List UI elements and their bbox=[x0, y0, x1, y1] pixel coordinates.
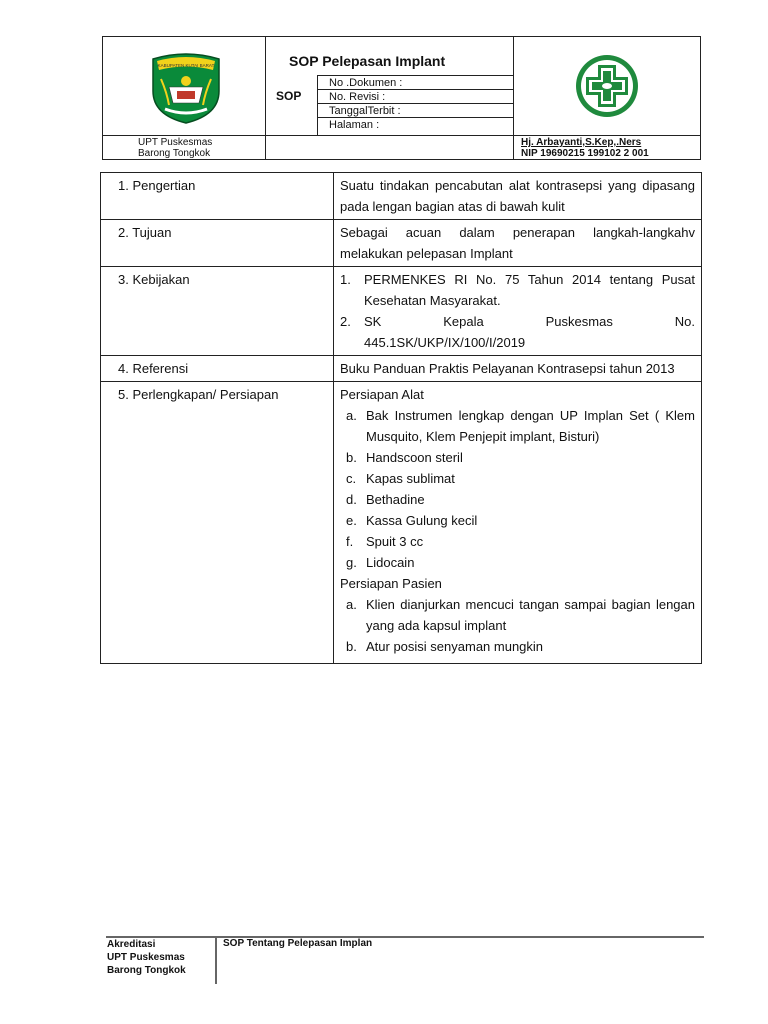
list-item: 2. SK Kepala Puskesmas No. 445.1SK/UKP/IX/100/I/2019 bbox=[340, 314, 695, 350]
list-item bbox=[340, 468, 695, 489]
table-row-referensi bbox=[101, 356, 702, 382]
signature-block bbox=[521, 137, 649, 159]
page-footer bbox=[104, 936, 704, 984]
document-meta bbox=[317, 75, 513, 136]
list-marker: e. bbox=[346, 513, 357, 528]
row-label: 3. Kebijakan bbox=[101, 267, 334, 356]
row-content: Suatu tindakan pencabutan alat kontrasepsi yang dipasang pada lengan bagian atas di bawah kulit bbox=[334, 173, 702, 220]
sop-label: SOP bbox=[276, 89, 302, 103]
row-content bbox=[334, 382, 702, 664]
patient-prep-list bbox=[340, 594, 695, 657]
list-marker: g. bbox=[346, 555, 357, 570]
list-item bbox=[340, 594, 695, 636]
list-marker: f. bbox=[346, 534, 354, 549]
list-item bbox=[340, 531, 695, 552]
row-content: Buku Panduan Praktis Pelayanan Kontrasepsi tahun 2013 bbox=[334, 356, 702, 382]
list-item bbox=[340, 510, 695, 531]
list-marker: a. bbox=[346, 408, 357, 423]
list-item bbox=[340, 405, 695, 447]
list-text: Bak Instrumen lengkap dengan UP Implan Set ( Klem Musquito, Klem Penjepit implant, Bisturi) bbox=[366, 408, 695, 444]
list-text: Bethadine bbox=[366, 492, 425, 507]
list-text: Spuit 3 cc bbox=[366, 534, 424, 549]
sop-content-table bbox=[100, 172, 702, 664]
table-row-kebijakan bbox=[101, 267, 702, 356]
footer-title: SOP Tentang Pelepasan Implan bbox=[223, 938, 373, 949]
sop-header bbox=[102, 36, 701, 160]
list-text: Kapas sublimat bbox=[366, 471, 455, 486]
list-text: Lidocain bbox=[366, 555, 415, 570]
unit-name: UPT Puskesmas Barong Tongkok bbox=[138, 137, 213, 159]
list-item bbox=[340, 489, 695, 510]
section-heading: Persiapan Pasien bbox=[340, 576, 442, 591]
header-divider bbox=[265, 37, 266, 159]
meta-row-issue-date: TanggalTerbit : bbox=[317, 104, 513, 118]
list-item bbox=[340, 552, 695, 573]
signer-nip: NIP 19690215 199102 2 001 bbox=[521, 148, 649, 159]
list-marker: b. bbox=[346, 450, 357, 465]
list-text: Kassa Gulung kecil bbox=[366, 513, 478, 528]
meta-row-page: Halaman : bbox=[329, 119, 380, 131]
puskesmas-logo bbox=[565, 53, 649, 119]
list-text: Atur posisi senyaman mungkin bbox=[366, 639, 544, 654]
list-item: 1. PERMENKES RI No. 75 Tahun 2014 tentang Pusat Kesehatan Masyarakat. bbox=[340, 272, 695, 308]
table-row-pengertian bbox=[101, 173, 702, 220]
meta-row-document-number: No .Dokumen : bbox=[317, 76, 513, 90]
district-logo bbox=[147, 51, 225, 125]
header-divider bbox=[513, 37, 514, 159]
row-label: 1. Pengertian bbox=[101, 173, 334, 220]
meta-row-revision: No. Revisi : bbox=[317, 90, 513, 104]
signer-name: Hj. Arbayanti,S.Kep,.Ners bbox=[521, 137, 642, 148]
list-marker: c. bbox=[346, 471, 357, 486]
list-text: Handscoon steril bbox=[366, 450, 463, 465]
footer-left: Akreditasi UPT Puskesmas Barong Tongkok bbox=[107, 939, 186, 976]
list-marker: a. bbox=[346, 597, 357, 612]
list-text: Klien dianjurkan mencuci tangan sampai bagian lengan yang ada kapsul implant bbox=[366, 597, 695, 633]
equipment-list bbox=[340, 405, 695, 573]
row-content bbox=[334, 267, 702, 356]
list-marker: b. bbox=[346, 639, 357, 654]
row-label: 2. Tujuan bbox=[101, 220, 334, 267]
list-item bbox=[340, 636, 695, 657]
footer-divider bbox=[215, 936, 217, 984]
footer-rule bbox=[106, 936, 704, 938]
section-heading: Persiapan Alat bbox=[340, 387, 424, 402]
logo-ribbon-text: KABUPATEN KUTAI BARAT bbox=[157, 63, 215, 68]
list-item bbox=[340, 447, 695, 468]
list-marker: d. bbox=[346, 492, 357, 507]
row-content: Sebagai acuan dalam penerapan langkah-langkahv melakukan pelepasan Implant bbox=[334, 220, 702, 267]
table-row-tujuan bbox=[101, 220, 702, 267]
page-title: SOP Pelepasan Implant bbox=[289, 53, 446, 69]
table-row-perlengkapan bbox=[101, 382, 702, 664]
row-label: 4. Referensi bbox=[101, 356, 334, 382]
row-label: 5. Perlengkapan/ Persiapan bbox=[101, 382, 334, 664]
